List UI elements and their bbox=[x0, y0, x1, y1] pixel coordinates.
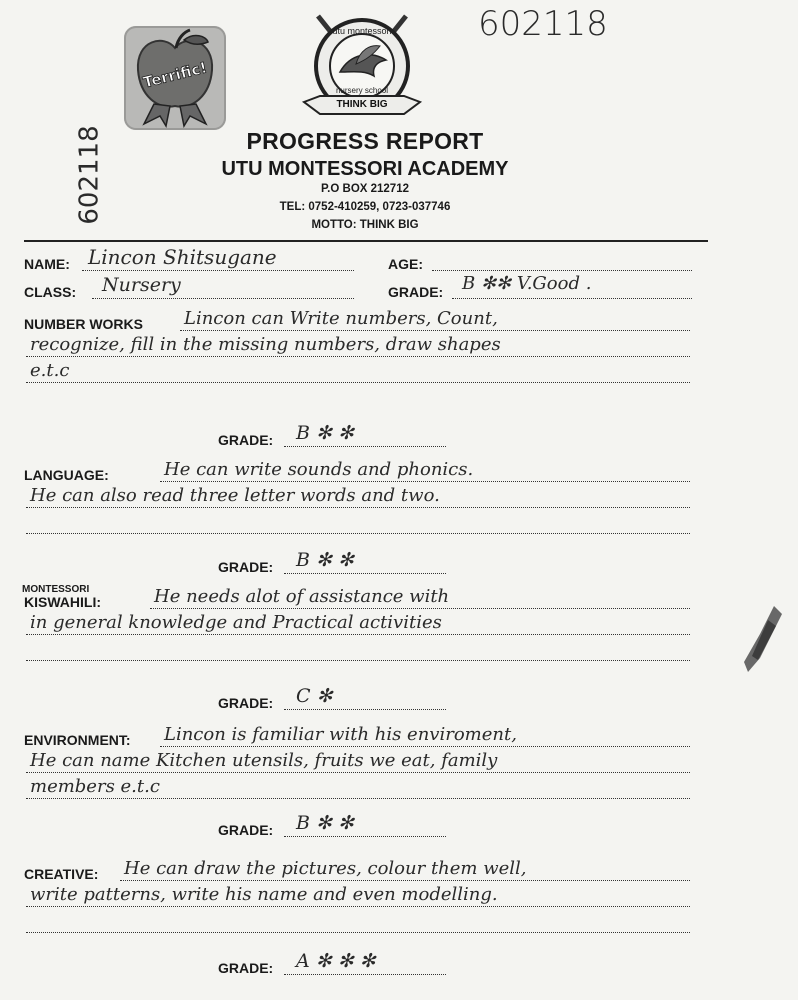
ruled-line bbox=[26, 798, 690, 799]
handwritten-line: members e.t.c bbox=[30, 776, 160, 797]
handwritten-line: in general knowledge and Practical activities bbox=[30, 612, 442, 633]
ruled-line bbox=[26, 634, 690, 635]
side-number: 602118 bbox=[74, 125, 105, 225]
class-value: Nursery bbox=[102, 274, 181, 296]
grade-line bbox=[284, 709, 446, 710]
sticker-text: Terrific! bbox=[141, 58, 209, 92]
ruled-line bbox=[180, 330, 690, 331]
grade-line-top bbox=[452, 298, 692, 299]
handwritten-line: recognize, fill in the missing numbers, draw shapes bbox=[30, 334, 501, 355]
name-label: NAME: bbox=[24, 256, 70, 272]
name-line bbox=[82, 270, 354, 271]
handwritten-line: He can write sounds and phonics. bbox=[164, 459, 474, 480]
handwritten-line: write patterns, write his name and even modelling. bbox=[30, 884, 498, 905]
age-label: AGE: bbox=[388, 256, 423, 272]
grade-label-top: GRADE: bbox=[388, 284, 444, 300]
grade-value: B ✻ ✻ bbox=[296, 812, 354, 834]
header-divider bbox=[24, 240, 708, 242]
report-title: PROGRESS REPORT bbox=[246, 128, 484, 154]
school-name: UTU MONTESSORI ACADEMY bbox=[221, 158, 509, 180]
terrific-sticker bbox=[124, 26, 226, 130]
section-label: NUMBER WORKS bbox=[24, 316, 143, 332]
handwritten-line: Lincon can Write numbers, Count, bbox=[184, 308, 498, 329]
logo-ribbon-text: THINK BIG bbox=[336, 99, 388, 110]
ruled-line bbox=[26, 660, 690, 661]
grade-line bbox=[284, 573, 446, 574]
handwritten-line: He can also read three letter words and two. bbox=[30, 485, 440, 506]
handwritten-line: Lincon is familiar with his enviroment, bbox=[164, 724, 517, 745]
ruled-line bbox=[150, 608, 690, 609]
ruled-line bbox=[26, 507, 690, 508]
grade-label: GRADE: bbox=[218, 432, 274, 448]
logo-ring-text: utu montessori bbox=[332, 26, 392, 36]
po-box: P.O BOX 212712 bbox=[320, 183, 409, 195]
section-label: CREATIVE: bbox=[24, 866, 99, 882]
school-logo bbox=[300, 10, 424, 134]
ruled-line bbox=[26, 906, 690, 907]
ruled-line bbox=[26, 356, 690, 357]
ruled-line bbox=[160, 746, 690, 747]
ruled-line bbox=[26, 932, 690, 933]
grade-label: GRADE: bbox=[218, 960, 274, 976]
grade-value-top: B ✻✻ V.Good . bbox=[462, 273, 592, 294]
ruled-line bbox=[26, 533, 690, 534]
ruled-line bbox=[120, 880, 690, 881]
grade-label: GRADE: bbox=[218, 822, 274, 838]
grade-line bbox=[284, 974, 446, 975]
grade-line bbox=[284, 836, 446, 837]
handwritten-line: He needs alot of assistance with bbox=[154, 586, 450, 607]
grade-label: GRADE: bbox=[218, 695, 274, 711]
section-label-overwrite: MONTESSORI bbox=[22, 584, 90, 595]
section-label: LANGUAGE: bbox=[24, 467, 109, 483]
motto: MOTTO: THINK BIG bbox=[311, 219, 419, 231]
handwritten-line: He can draw the pictures, colour them well, bbox=[124, 858, 527, 879]
section-label: KISWAHILI: bbox=[24, 594, 101, 610]
section-label: ENVIRONMENT: bbox=[24, 732, 131, 748]
grade-value: C ✻ bbox=[296, 685, 333, 707]
handwritten-line: He can name Kitchen utensils, fruits we eat, family bbox=[30, 750, 498, 771]
grade-label: GRADE: bbox=[218, 559, 274, 575]
grade-value: B ✻ ✻ bbox=[296, 549, 354, 571]
logo-inner-text: nursery school bbox=[335, 86, 389, 95]
grade-value: B ✻ ✻ bbox=[296, 422, 354, 444]
ruled-line bbox=[26, 772, 690, 773]
class-label: CLASS: bbox=[24, 284, 77, 300]
age-line bbox=[432, 270, 692, 271]
grade-line bbox=[284, 446, 446, 447]
grade-value: A ✻ ✻ ✻ bbox=[296, 950, 376, 972]
ruled-line bbox=[160, 481, 690, 482]
name-value: Lincon Shitsugane bbox=[88, 245, 277, 269]
ruled-line bbox=[26, 382, 690, 383]
telephone: TEL: 0752-410259, 0723-037746 bbox=[279, 201, 451, 213]
document-number: 602118 bbox=[478, 4, 608, 44]
scan-smudge-icon bbox=[730, 600, 790, 680]
class-line bbox=[92, 298, 354, 299]
handwritten-line: e.t.c bbox=[30, 360, 70, 381]
